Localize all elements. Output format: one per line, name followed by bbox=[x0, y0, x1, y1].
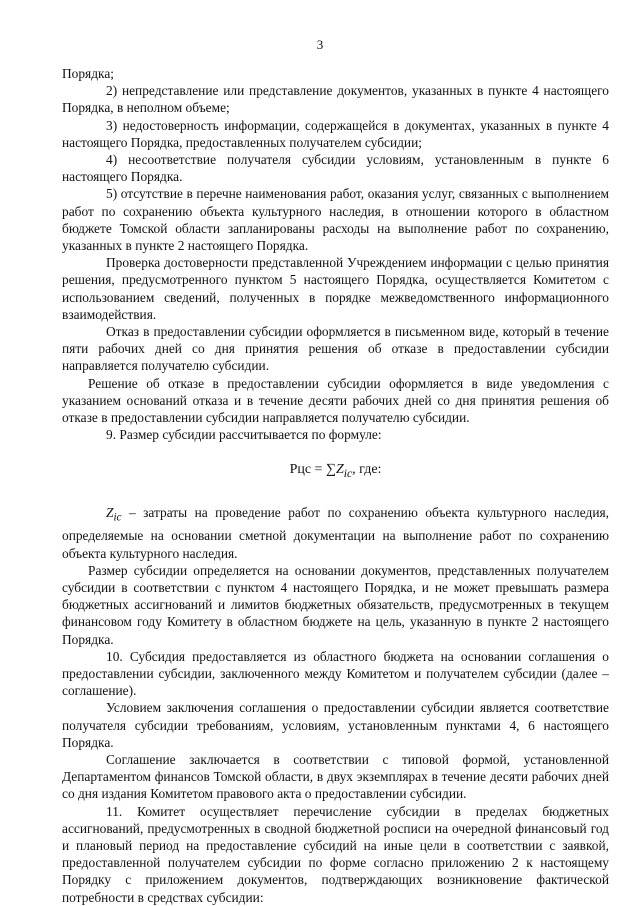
paragraph: 3) недостоверность информации, содержащейся в документах, указанных в пункте 4 настоящего Порядка, предоставленных получателем субсидии; bbox=[62, 117, 609, 150]
paragraph: 11. Комитет осуществляет перечисление субсидии в пределах бюджетных ассигнований, предусмотренных в сводной бюджетной росписи на очередной финансовый год и плановый период на предоставление субсидий на иные цели в соответствии с заявкой, предоставленной получателем субсидии по форме согласно приложению 2 к настоящему Порядку с приложением документов, подтверждающих возникновение фактической потребности в средствах субсидии: bbox=[62, 803, 609, 905]
paragraph: Условием заключения соглашения о предоставлении субсидии является соответствие получателя субсидии требованиям, условиям, установленным пунктами 4, 6 настоящего Порядка. bbox=[62, 700, 609, 750]
paragraph: 9. Размер субсидии рассчитывается по формуле: bbox=[106, 427, 382, 443]
term-variable: Z bbox=[106, 505, 114, 521]
paragraph-term-definition bbox=[62, 504, 609, 561]
paragraph: 2) непредставление или представление документов, указанных в пункте 4 настоящего Порядка, в неполном объеме; bbox=[62, 83, 609, 116]
paragraph: 10. Субсидия предоставляется из областного бюджета на основании соглашения о предоставлении субсидии, заключенного между Комитетом и получателем субсидии (далее – соглашение). bbox=[62, 648, 609, 699]
paragraph: 5) отсутствие в перечне наименования работ, оказания услуг, связанных с выполнением работ по сохранению объекта культурного наследия, в отношении которого в областном бюджете Томской области запланированы расходы на выполнение работ по сохранению, указанных в пункте 2 настоящего Порядка. bbox=[62, 186, 609, 254]
paragraph: Соглашение заключается в соответствии с типовой формой, установленной Департаментом финансов Томской области, в двух экземплярах в течение десяти рабочих дней со дня издания Комитетом правового акта о предоставлении субсидии. bbox=[62, 751, 609, 802]
formula bbox=[62, 461, 609, 482]
formula-subscript: ic bbox=[343, 467, 353, 481]
document-body bbox=[62, 65, 609, 906]
formula-variable: Z bbox=[335, 462, 344, 478]
formula-lhs: Рцс = bbox=[289, 462, 326, 478]
paragraph: Решение об отказе в предоставлении субсидии оформляется в виде уведомления с указанием оснований отказа и в течение десяти рабочих дней со дня принятия решения об отказе в предоставлении субсидии направляется получателю субсидии. bbox=[62, 375, 609, 426]
paragraph: Порядка; bbox=[62, 66, 114, 81]
term-subscript: ic bbox=[113, 512, 122, 525]
formula-sum-sign: ∑ bbox=[325, 462, 336, 478]
paragraph: Проверка достоверности представленной Учреждением информации с целью принятия решения, предусмотренного пунктом 5 настоящего Порядка, осуществляется Комитетом с использованием сведений, полученных в порядке межведомственного информационного взаимодействия. bbox=[62, 255, 609, 322]
term-definition: – затраты на проведение работ по сохранению объекта культурного наследия, определяемые на основании сметной документации на выполнение работ по сохранению объекта культурного наследия. bbox=[62, 505, 609, 561]
paragraph: Отказ в предоставлении субсидии оформляется в письменном виде, который в течение пяти рабочих дней со дня принятия решения об отказе в предоставлении субсидии направляется получателю субсидии. bbox=[62, 324, 609, 374]
paragraph: 4) несоответствие получателя субсидии условиям, установленным в пункте 6 настоящего Порядка. bbox=[62, 152, 609, 185]
paragraph: Размер субсидии определяется на основании документов, представленных получателем субсидии в соответствии с пунктом 4 настоящего Порядка, и не может превышать размера бюджетных ассигнований и лимитов бюджетных обязательств, предусмотренных в текущем финансовом году Комитету в областном бюджете на цель, указанную в пункте 2 настоящего Порядка. bbox=[62, 562, 609, 647]
page-number: 3 bbox=[316, 37, 324, 52]
formula-rest: , где: bbox=[352, 462, 382, 478]
